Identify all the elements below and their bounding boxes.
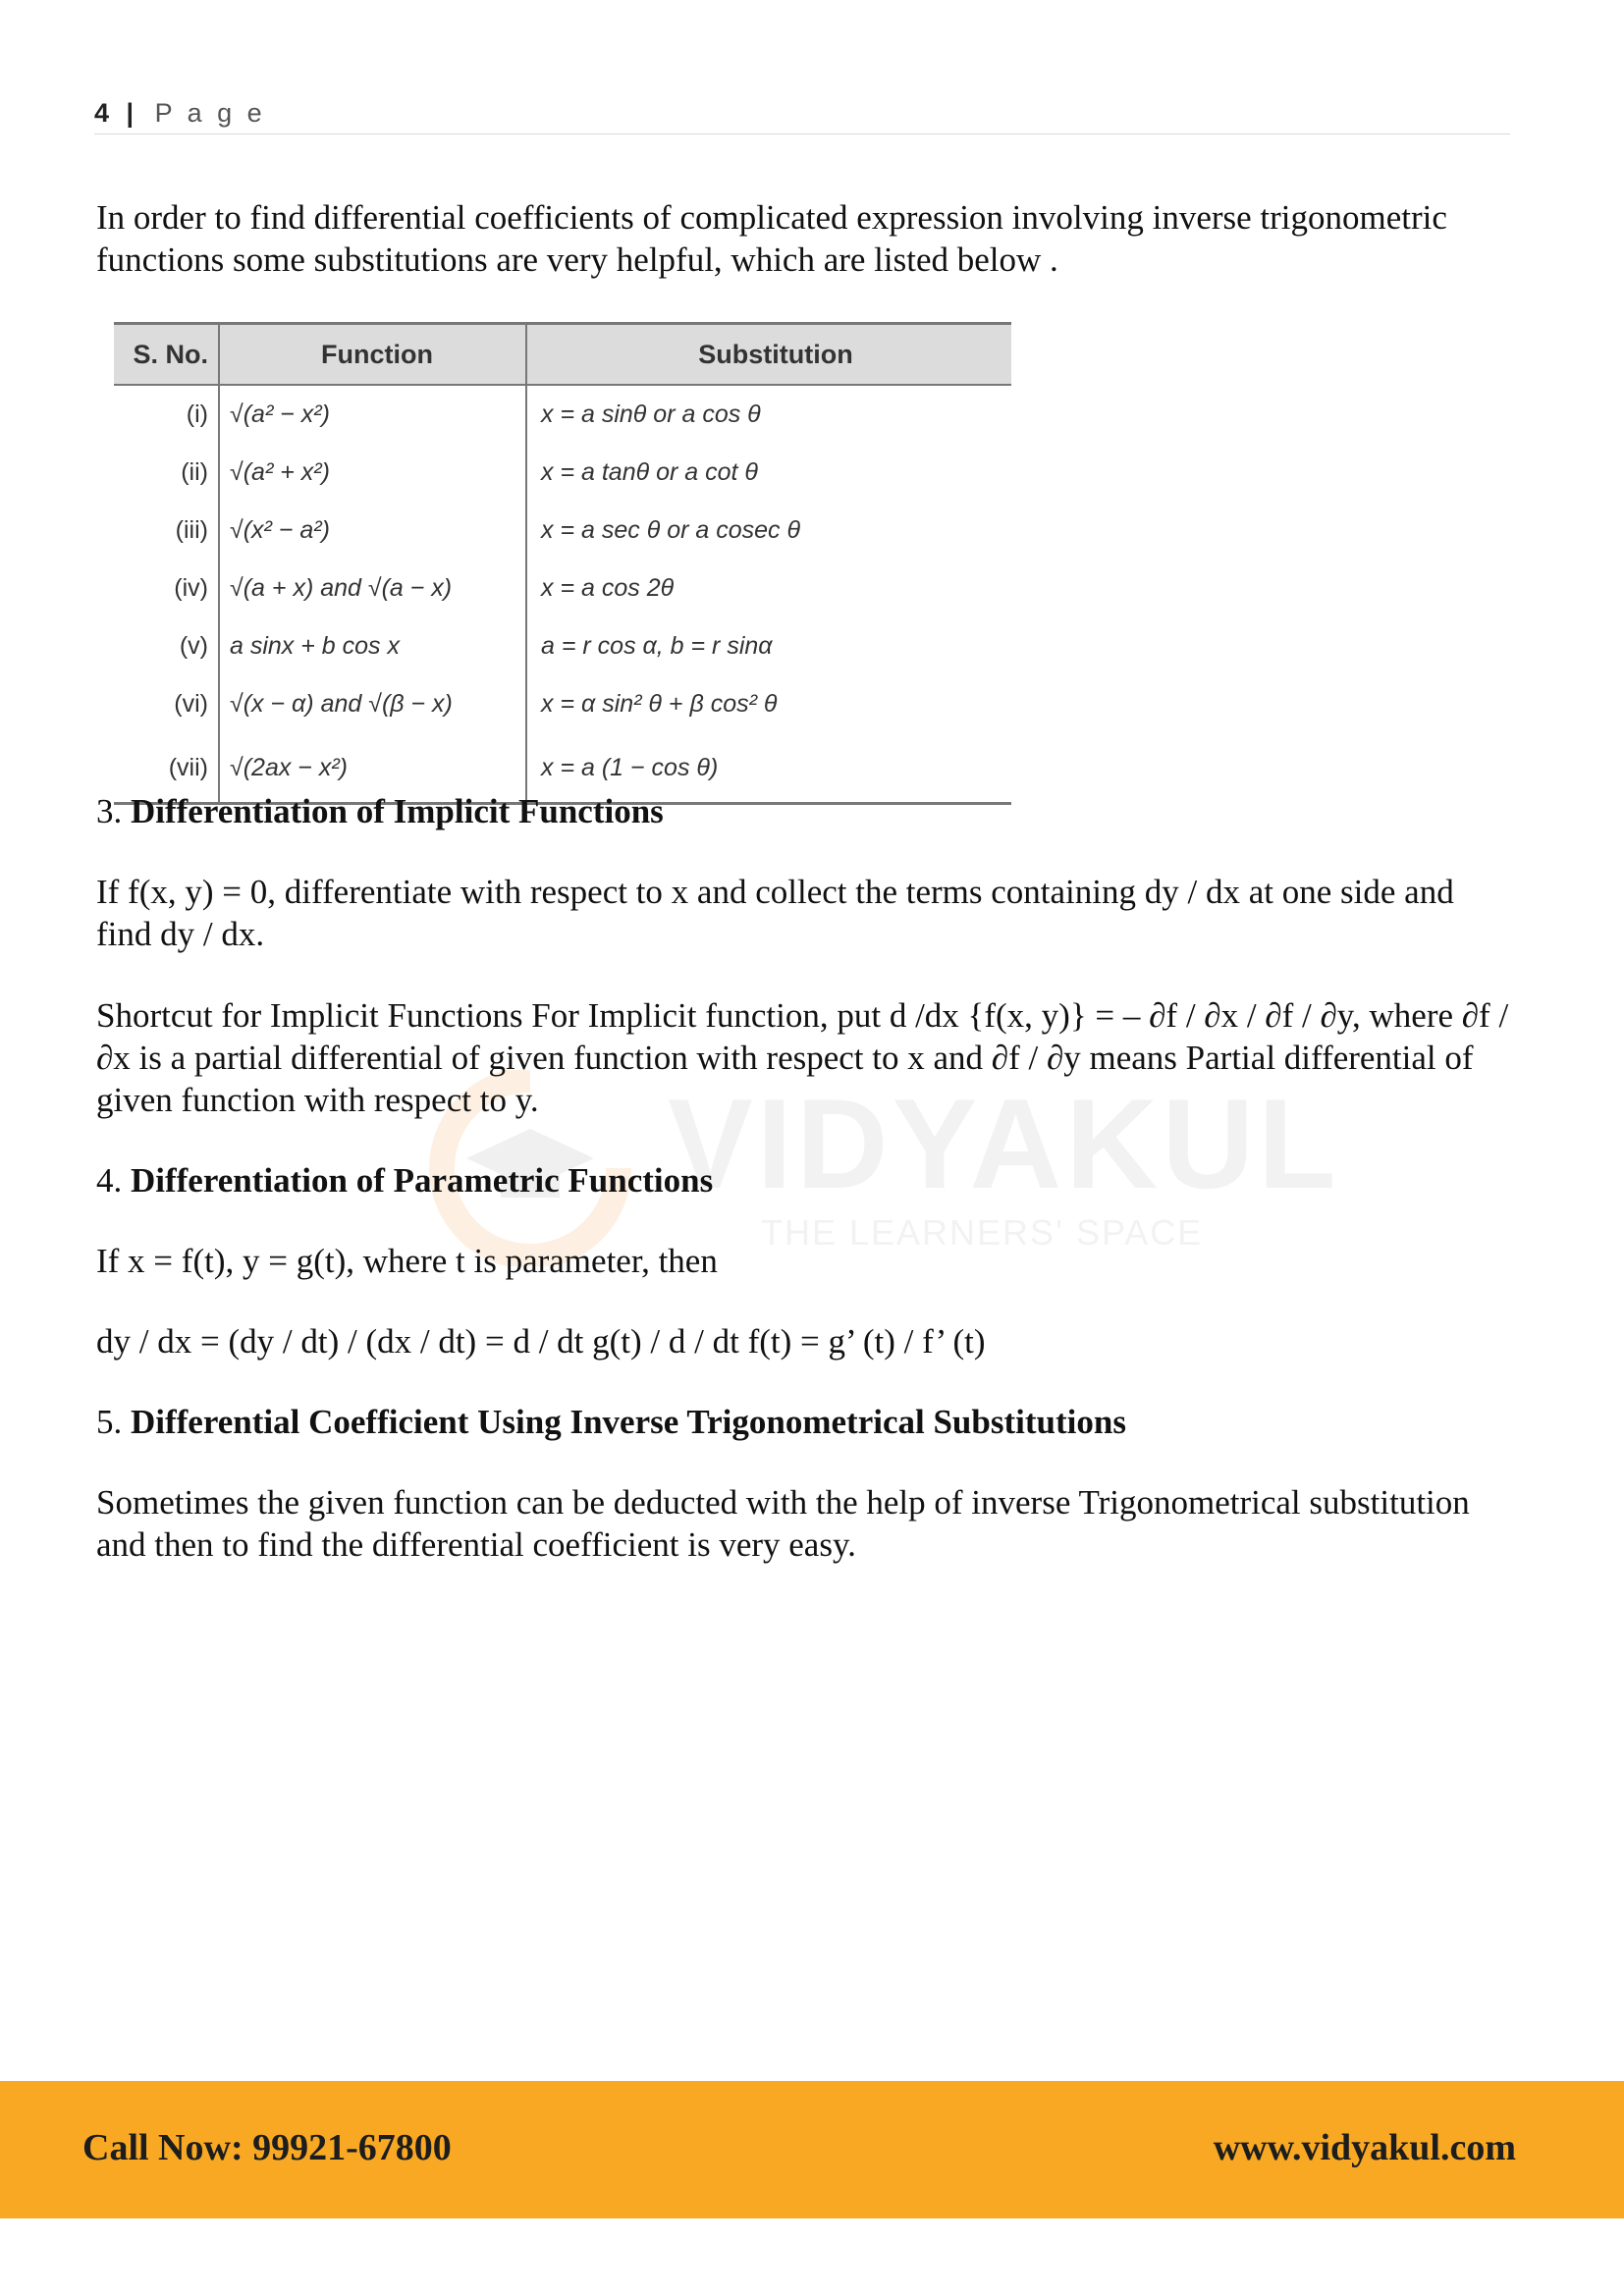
cell-sno: (ii) (114, 444, 219, 502)
table-row (114, 385, 1011, 444)
section-5-title: Differential Coefficient Using Inverse Trigonometrical Substitutions (131, 1403, 1126, 1441)
section-4-heading (96, 1159, 713, 1201)
cell-substitution: x = a cos 2θ (541, 574, 675, 602)
intro-paragraph: In order to find differential coefficients of complicated expression involving inverse trigonometric functions some substitutions are very helpful, which are listed below . (96, 198, 1447, 279)
cell-function: √(a + x) and √(a − x) (219, 560, 526, 617)
cell-substitution: x = a tanθ or a cot θ (541, 458, 758, 486)
page-header (94, 98, 1510, 134)
section-3-number: 3. (96, 792, 123, 830)
table-row (114, 444, 1011, 502)
cell-substitution: x = α sin² θ + β cos² θ (541, 690, 778, 718)
cell-sno: (vi) (114, 675, 219, 733)
footer-banner (0, 2081, 1624, 2218)
section-3-paragraph-1: If f(x, y) = 0, differentiate with respect to x and collect the terms containing dy / dx at one side and find dy / dx. (96, 873, 1454, 953)
page-number: 4 (94, 98, 110, 128)
table-header-row (114, 324, 1011, 386)
col-header-sno: S. No. (114, 324, 219, 386)
page-label: P a g e (154, 98, 266, 128)
cell-function: √(x − α) and √(β − x) (219, 675, 526, 733)
section-3-paragraph-2: Shortcut for Implicit Functions For Implicit function, put d /dx {f(x, y)} = – ∂f / ∂x / ∂f / ∂y, where ∂f / ∂x is a partial differential of given function with respect to x and ∂f / ∂y means Partial differential of given function with respect to y. (96, 996, 1509, 1119)
col-header-function: Function (219, 324, 526, 386)
cell-function: √(x² − a²) (219, 502, 526, 560)
section-5-heading (96, 1401, 1126, 1443)
cell-function: √(2ax − x²) (219, 733, 526, 804)
cell-function: a sinx + b cos x (219, 617, 526, 675)
cell-substitution: x = a (1 − cos θ) (526, 733, 1011, 804)
cell-function: √(a² + x²) (219, 444, 526, 502)
col-header-substitution: Substitution (526, 324, 1011, 386)
cell-substitution: x = a sec θ or a cosec θ (541, 516, 801, 544)
table-row (114, 560, 1011, 617)
section-3-heading (96, 790, 664, 832)
call-now-text: Call Now: 99921-67800 (82, 2127, 452, 2168)
cell-function: √(a² − x²) (219, 385, 526, 444)
cell-sno: (i) (114, 385, 219, 444)
cell-substitution: x = a sinθ or a cos θ (541, 400, 761, 428)
table-row (114, 617, 1011, 675)
watermark-brand: VIDYAKUL (668, 1072, 1340, 1215)
watermark-tagline: THE LEARNERS' SPACE (761, 1212, 1204, 1253)
website-link[interactable]: www.vidyakul.com (1213, 2127, 1516, 2168)
table-row (114, 675, 1011, 733)
table-row (114, 502, 1011, 560)
section-3-title: Differentiation of Implicit Functions (131, 792, 664, 830)
section-5-number: 5. (96, 1403, 123, 1441)
section-5-paragraph-1: Sometimes the given function can be deducted with the help of inverse Trigonometrical substitution and then to find the differential coefficient is very easy. (96, 1483, 1470, 1564)
cell-sno: (iii) (114, 502, 219, 560)
section-4-number: 4. (96, 1161, 123, 1200)
section-4-formula: dy / dx = (dy / dt) / (dx / dt) = d / dt g(t) / d / dt f(t) = g’ (t) / f’ (t) (96, 1322, 986, 1361)
substitution-table (114, 322, 1011, 805)
page-separator: | (126, 98, 138, 128)
section-4-title: Differentiation of Parametric Functions (131, 1161, 714, 1200)
section-4-paragraph-1: If x = f(t), y = g(t), where t is parameter, then (96, 1242, 718, 1280)
cell-sno: (vii) (114, 733, 219, 804)
cell-sno: (iv) (114, 560, 219, 617)
cell-substitution: a = r cos α, b = r sinα (541, 632, 773, 660)
cell-sno: (v) (114, 617, 219, 675)
